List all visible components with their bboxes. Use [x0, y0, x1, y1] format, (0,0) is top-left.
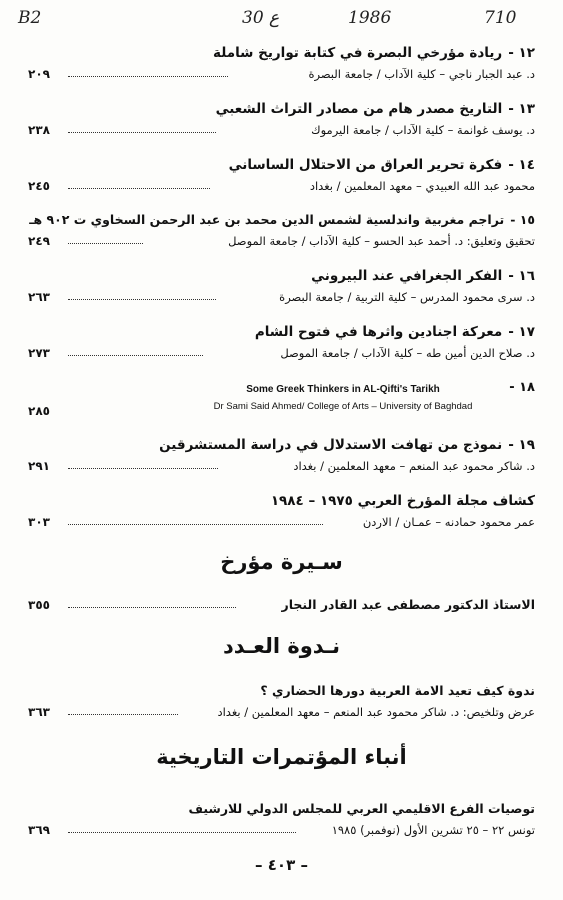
entry-page: ٢٩١ — [28, 459, 50, 473]
entry-author: تحقيق وتعليق: د. أحمد عبد الحسو – كلية الآداب / جامعة الموصل — [228, 234, 535, 248]
leader-dots — [68, 468, 218, 469]
section-heading-historian-bio: سـيرة مؤرخ — [220, 550, 343, 574]
toc-entry — [28, 800, 535, 839]
toc-entry-index — [28, 492, 535, 531]
entry-title: الاستاذ الدكتور مصطفى عبد القادر النجار — [281, 597, 535, 612]
toc-entry — [28, 44, 535, 83]
entry-number: ١٥ - — [510, 212, 535, 227]
entry-author: Dr Sami Said Ahmed/ College of Arts – University of Baghdad — [213, 401, 473, 412]
entry-page: ٣٦٣ — [28, 705, 50, 719]
entry-author: عرض وتلخيص: د. شاكر محمود عبد المنعم – معهد المعلمين / بغداد — [217, 705, 535, 719]
leader-dots — [68, 714, 178, 715]
leader-dots — [68, 299, 216, 300]
entry-title: تراجم مغربية واندلسية لشمس الدين محمد بن عبد الرحمن السخاوي ت ٩٠٢ هـ — [29, 212, 505, 227]
entry-title: ريادة مؤرخي البصرة في كتابة تواريخ شاملة — [213, 45, 503, 61]
entry-title: توصيات الفرع الاقليمي العربي للمجلس الدولي للارشيف — [188, 801, 535, 816]
entry-page: ٢٨٥ — [28, 404, 50, 418]
leader-dots — [68, 243, 143, 244]
entry-title: Some Greek Thinkers in AL-Qifti's Tarikh — [246, 384, 440, 395]
leader-dots — [68, 607, 236, 608]
entry-title: التاريخ مصدر هام من مصادر التراث الشعبي — [215, 101, 503, 117]
entry-number: ١٨ - — [509, 380, 535, 395]
entry-number: ١٢ - — [508, 45, 535, 61]
entry-author: د. شاكر محمود عبد المنعم – معهد المعلمين / بغداد — [293, 459, 535, 473]
entry-title: نموذج من تهافت الاستدلال في دراسة المستشرقين — [159, 437, 503, 453]
leader-dots — [68, 832, 296, 833]
entry-title: فكرة تحرير العراق من الاحتلال الساساني — [228, 157, 503, 173]
leader-dots — [68, 524, 323, 525]
toc-entry — [28, 596, 535, 614]
entry-number: ١٦ - — [508, 268, 535, 284]
entry-page: ٢٠٩ — [28, 67, 50, 81]
toc-entry — [28, 211, 535, 250]
entry-title: الفكر الجغرافي عند البيروني — [311, 268, 503, 284]
entry-author: د. صلاح الدين أمين طه – كلية الآداب / جامعة الموصل — [280, 346, 535, 360]
handwritten-note-right: 710 — [484, 8, 517, 28]
entry-page: ٣٦٩ — [28, 823, 50, 837]
entry-title: معركة اجنادين واثرها في فتوح الشام — [254, 324, 503, 340]
leader-dots — [68, 76, 228, 77]
entry-number: ١٤ - — [508, 157, 535, 173]
toc-entry — [28, 323, 535, 362]
entry-page: ٢٧٣ — [28, 346, 50, 360]
entry-page: ٣٥٥ — [28, 598, 50, 612]
entry-author: د. عبد الجبار ناجي – كلية الآداب / جامعة البصرة — [308, 67, 535, 81]
entry-number: ١٧ - — [508, 324, 535, 340]
entry-number: ١٣ - — [508, 101, 535, 117]
entry-author: د. سرى محمود المدرس – كلية التربية / جامعة البصرة — [279, 290, 535, 304]
entry-title-line — [28, 44, 535, 62]
entry-author: عمر محمود حمادنه – عمـان / الاردن — [362, 515, 535, 529]
toc-entry — [28, 100, 535, 139]
entry-page: ٢٣٨ — [28, 123, 50, 137]
entry-number: ١٩ - — [508, 437, 535, 453]
leader-dots — [68, 355, 203, 356]
toc-entry — [28, 436, 535, 475]
handwritten-year: 1986 — [348, 8, 392, 28]
entry-page: ٢٤٩ — [28, 234, 50, 248]
toc-entry — [28, 267, 535, 306]
leader-dots — [68, 188, 210, 189]
entry-author: د. يوسف غوانمة – كلية الآداب / جامعة اليرموك — [311, 123, 535, 137]
entry-author: تونس ٢٢ – ٢٥ تشرين الأول (نوفمبر) ١٩٨٥ — [331, 823, 535, 837]
entry-author: محمود عبد الله العبيدي – معهد المعلمين / بغداد — [309, 179, 535, 193]
entry-page: ٢٦٣ — [28, 290, 50, 304]
entry-page: ٣٠٣ — [28, 515, 50, 529]
leader-dots — [68, 132, 216, 133]
toc-entry-english — [28, 380, 535, 422]
handwritten-note-left: B2 — [18, 8, 42, 28]
section-heading-conferences: أنباء المؤتمرات التاريخية — [156, 745, 407, 769]
section-heading-symposium: نـدوة العـدد — [223, 634, 340, 658]
entry-title: ندوة كيف تعيد الامة العربية دورها الحضاري ؟ — [260, 683, 535, 698]
toc-entry — [28, 156, 535, 195]
page-number-footer: – ٤٠٣ – — [255, 856, 308, 874]
entry-page: ٢٤٥ — [28, 179, 50, 193]
toc-entry — [28, 682, 535, 721]
handwritten-note-middle: 30 ع — [242, 8, 280, 28]
entry-title: كشاف مجلة المؤرخ العربي ١٩٧٥ – ١٩٨٤ — [270, 493, 535, 509]
